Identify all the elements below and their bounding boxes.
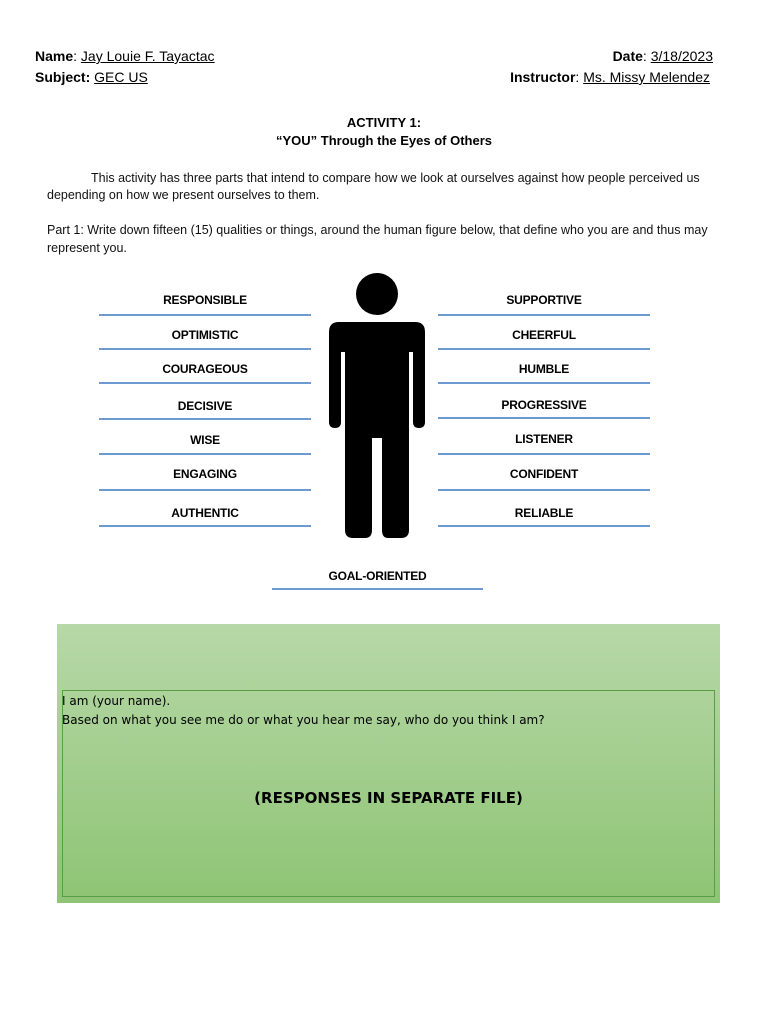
quality-line [99,525,311,527]
quality-left-6: ENGAGING [173,467,237,481]
intro-line-1: This activity has three parts that intend to compare how we look at ourselves against how people perceived us [91,171,700,185]
quality-line [438,314,650,316]
part1-line-1: Part 1: Write down fifteen (15) qualities or things, around the human figure below, that define who you are and thus may [47,223,708,237]
instructor-value: Ms. Missy Melendez [583,69,710,85]
quality-left-2: OPTIMISTIC [171,328,239,342]
instructor-label: Instructor [510,69,576,85]
part1-line-2: represent you. [47,241,127,255]
quality-right-6: CONFIDENT [509,467,579,481]
quality-line [99,348,311,350]
date-field: Date: 3/18/2023 [612,48,713,64]
activity-subtitle: “YOU” Through the Eyes of Others [276,133,492,148]
quality-line [438,525,650,527]
responses-note: (RESPONSES IN SEPARATE FILE) [254,789,523,807]
quality-left-5: WISE [190,433,220,447]
quality-bottom: GOAL-ORIENTED [328,569,427,583]
quality-line [438,348,650,350]
activity-title: ACTIVITY 1: [346,115,422,130]
instructor-field: Instructor: Ms. Missy Melendez [510,69,710,85]
quality-line [99,382,311,384]
quality-right-4: PROGRESSIVE [501,398,587,412]
name-field: Name: Jay Louie F. Tayactac [35,48,215,64]
name-label: Name [35,48,74,64]
quality-line [99,418,311,420]
quality-right-1: SUPPORTIVE [506,293,582,307]
response-line-1: I am (your name). [62,694,171,708]
quality-right-7: RELIABLE [514,506,574,520]
quality-line [438,453,650,455]
human-figure-icon [325,272,429,540]
quality-line [272,588,483,590]
quality-left-4: DECISIVE [177,399,233,413]
quality-line [99,453,311,455]
date-value: 3/18/2023 [650,48,713,64]
quality-line [438,382,650,384]
quality-line [438,489,650,491]
quality-left-1: RESPONSIBLE [163,293,247,307]
intro-line-2: depending on how we present ourselves to them. [47,188,320,202]
response-line-2: Based on what you see me do or what you hear me say, who do you think I am? [62,713,545,727]
quality-line [99,314,311,316]
subject-value: GEC US [94,69,148,85]
subject-field [35,68,148,86]
quality-left-3: COURAGEOUS [162,362,248,376]
name-value: Jay Louie F. Tayactac [80,48,215,64]
quality-right-5: LISTENER [515,432,573,446]
quality-line [438,417,650,419]
date-label: Date [612,48,643,64]
quality-left-7: AUTHENTIC [171,506,239,520]
subject-label: Subject: [35,69,91,85]
quality-line [99,489,311,491]
quality-right-2: CHEERFUL [512,328,576,342]
quality-right-3: HUMBLE [518,362,570,376]
